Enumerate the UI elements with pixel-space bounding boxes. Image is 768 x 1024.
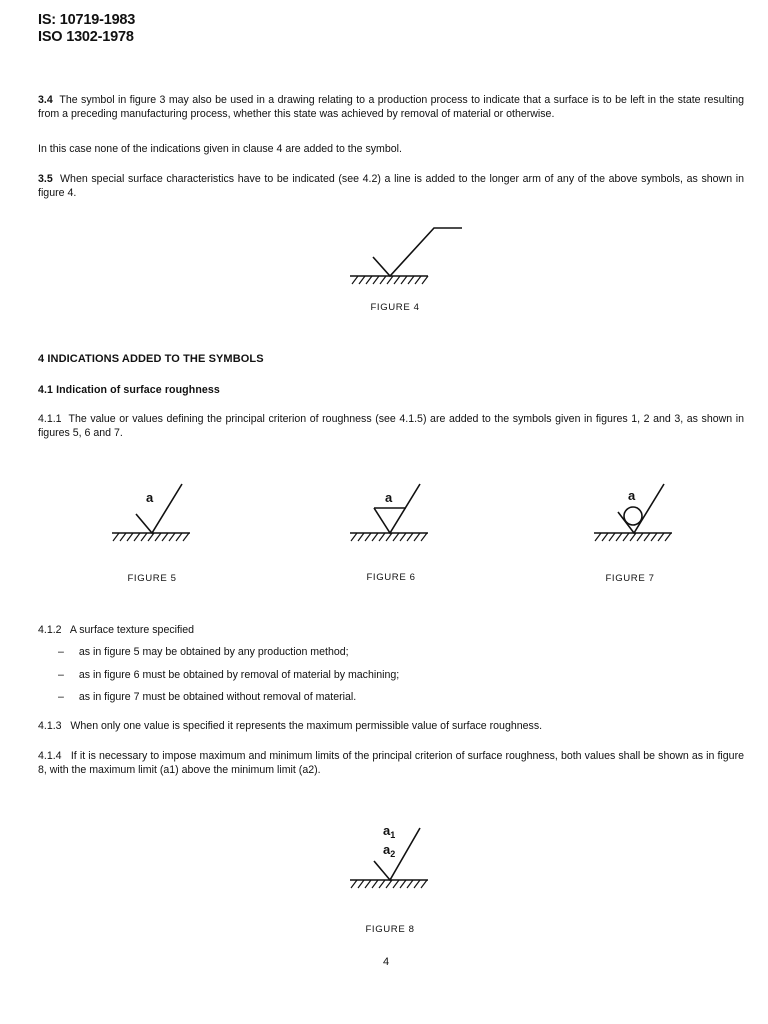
paragraph-4-1-4	[38, 750, 744, 777]
clause-text: The value or values defining the principal criterion of roughness (see 4.1.5) are added to the symbols given in figures 1, 2 and 3, as shown in figures 5, 6 and 7.	[38, 413, 744, 439]
clause-number: 3.5	[38, 173, 53, 185]
figure-7-symbol	[592, 478, 692, 548]
paragraph-3-5	[38, 173, 744, 200]
surface-hatching	[352, 276, 428, 284]
clause-number: 4.1.3	[38, 720, 62, 732]
clause-text: The symbol in figure 3 may also be used in a drawing relating to a production process to indicate that a surface is to be left in the state resulting from a preceding manufacturing process, whether this state was achieved by removal of material or otherwise.	[38, 94, 745, 120]
maximum-limit-label: $a_1$	[383, 823, 396, 840]
paragraph-4-1-1	[38, 413, 744, 440]
figure-4-caption: FIGURE 4	[370, 302, 420, 313]
clause-text: A surface texture specified	[69, 624, 195, 636]
paragraph-4-1-2	[38, 624, 744, 638]
list-item	[58, 691, 356, 703]
document-code-header	[38, 12, 135, 46]
figure-8-caption: FIGURE 8	[365, 924, 415, 935]
list-item-text: as in figure 5 may be obtained by any production method;	[78, 646, 349, 658]
figure-5-caption: FIGURE 5	[127, 573, 177, 584]
list-item-text: as in figure 6 must be obtained by removal of material by machining;	[78, 669, 400, 681]
paragraph-3-4	[38, 94, 744, 121]
clause-number: 4.1.4	[38, 750, 62, 762]
figure-6-caption: FIGURE 6	[366, 572, 416, 583]
list-bullet: –	[58, 691, 64, 703]
page-number: 4	[383, 956, 390, 968]
section-4-1-heading: 4.1 Indication of surface roughness	[38, 384, 220, 396]
figure-6-symbol	[348, 478, 448, 548]
section-4-heading: 4 INDICATIONS ADDED TO THE SYMBOLS	[38, 353, 264, 365]
list-item-text: as in figure 7 must be obtained without removal of material.	[78, 691, 357, 703]
figure-5-symbol	[110, 478, 210, 548]
paragraph-3-4-note: In this case none of the indications given in clause 4 are added to the symbol.	[38, 143, 402, 155]
clause-text: When only one value is specified it represents the maximum permissible value of surface roughness.	[70, 720, 543, 732]
minimum-limit-label: $a_2$	[383, 842, 396, 859]
clause-number: 3.4	[38, 94, 53, 106]
list-item	[58, 646, 349, 658]
clause-number: 4.1.2	[38, 624, 62, 636]
clause-text: If it is necessary to impose maximum and minimum limits of the principal criterion of surface roughness, both values shall be shown as in figure 8, with the maximum limit (a1) above the minimum limit (a2).	[38, 750, 744, 776]
list-bullet: –	[58, 669, 64, 681]
standard-number-is: IS: 10719-1983	[38, 12, 136, 28]
figure-4-symbol	[340, 220, 480, 300]
clause-text: When special surface characteristics have to be indicated (see 4.2) a line is added to the longer arm of any of the above symbols, as shown in figure 4.	[38, 173, 744, 199]
paragraph-4-1-3	[38, 720, 744, 734]
roughness-value-label: a	[146, 490, 154, 505]
standard-number-iso: ISO 1302-1978	[38, 29, 134, 45]
roughness-value-label: a	[385, 490, 393, 505]
figure-8-symbol	[346, 818, 466, 898]
roughness-value-label: a	[628, 488, 636, 503]
figure-7-caption: FIGURE 7	[605, 573, 655, 584]
clause-number: 4.1.1	[38, 413, 62, 425]
list-item	[58, 669, 399, 681]
list-bullet: –	[58, 646, 64, 658]
